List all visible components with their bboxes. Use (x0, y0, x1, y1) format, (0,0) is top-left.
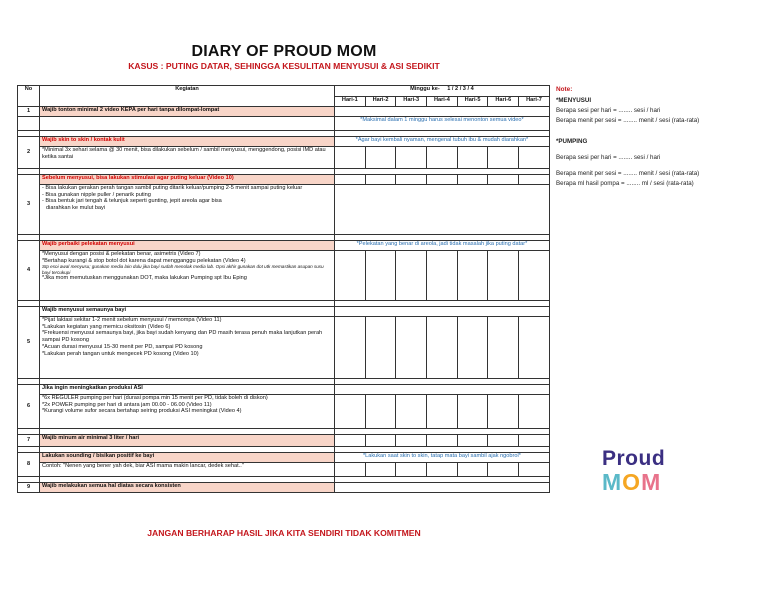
day-header: Hari-5 (457, 97, 488, 107)
day-cell[interactable] (335, 147, 366, 169)
pumping-title: *PUMPING (556, 138, 588, 145)
item-number: 1 (18, 107, 40, 117)
day-cell[interactable] (396, 317, 427, 379)
day-cell[interactable] (365, 463, 396, 477)
day-cell[interactable] (396, 463, 427, 477)
item-title: Sebelum menyusui, bisa lakukan stimulasi agar puting keluar (Video 10) (40, 175, 335, 185)
item-line: *Menyusui dengan posisi & pelekatan benar, asimetris (Video 7) (42, 251, 201, 257)
day-header: Hari-1 (335, 97, 366, 107)
day-cell[interactable] (488, 395, 519, 429)
day-header: Hari-6 (488, 97, 519, 107)
day-cell[interactable] (365, 175, 396, 185)
day-cell[interactable] (427, 147, 458, 169)
day-cell[interactable] (457, 435, 488, 447)
item-line: Stp esoi awal menyusu; gunakan media lain dulu jika bayi sudah menolak media lab. Opsi akhir gunakan dot utk memastikan asupan susu bayi tercukupi (42, 264, 324, 275)
day-cell[interactable] (365, 317, 396, 379)
item-line: - Bisa bentuk jari tengah & telunjuk seperti gunting, jepit areola agar bisa (42, 198, 222, 205)
day-cell[interactable] (427, 317, 458, 379)
item-number: 3 (18, 175, 40, 235)
item-line: diarahkan ke mulut bayi (46, 205, 106, 212)
item-line: *Pijat laktasi sekitar 1-2 menit sebelum menyusui / memompa (Video 11) (42, 317, 222, 323)
item-title: Lakukan sounding / bisikan positif ke bayi (40, 453, 335, 463)
note-row: Berapa sesi per hari = ........ sesi / hari (556, 154, 661, 161)
day-cell[interactable] (335, 395, 366, 429)
item-title: Wajib perbaiki pelekatan menyusui (40, 241, 335, 251)
item-body (40, 395, 335, 429)
item-number: 2 (18, 137, 40, 169)
item-note: *Maksimal dalam 1 minggu harus selesai menonton semua video* (335, 117, 550, 131)
day-cell[interactable] (519, 251, 550, 301)
day-header: Hari-4 (427, 97, 458, 107)
day-cell[interactable] (335, 175, 366, 185)
week-header (335, 86, 550, 97)
day-cell[interactable] (488, 147, 519, 169)
note-row: Berapa sesi per hari = ........ sesi / hari (556, 107, 661, 114)
menyusui-title: *MENYUSUI (556, 97, 592, 104)
day-cell[interactable] (365, 435, 396, 447)
item-line: *Frekuensi menyusui semaunya bayi, jika bayi sudah kenyang dan PD masih terasa penuh maka lanjutkan perah sampai PD kosong (42, 330, 323, 344)
item-line: *Lakukan perah tangan untuk mengecek PD kosong (Video 10) (42, 350, 199, 357)
day-cell[interactable] (396, 395, 427, 429)
day-cell[interactable] (519, 175, 550, 185)
day-cell[interactable] (335, 251, 366, 301)
day-cell[interactable] (427, 395, 458, 429)
day-cell[interactable] (335, 435, 366, 447)
footer-message: JANGAN BERHARAP HASIL JIKA KITA SENDIRI TIDAK KOMITMEN (147, 528, 421, 538)
day-header: Hari-7 (519, 97, 550, 107)
item-note: *Lakukan saat skin to skin, tatap mata bayi sambil ajak ngobrol* (335, 453, 550, 463)
day-header: Hari-2 (365, 97, 396, 107)
note-panel (556, 86, 766, 187)
note-row: Berapa menit per sesi = ........ menit / sesi (rata-rata) (556, 117, 700, 124)
day-cell[interactable] (457, 463, 488, 477)
item-line: - Bisa gunakan nipple puller / penarik puting (42, 191, 151, 198)
item-body (40, 317, 335, 379)
item-line: *Jika mom memutuskan menggunakan DOT, maka lakukan Pumping spt Ibu Eping (42, 275, 247, 282)
note-row: Berapa menit per sesi = ........ menit / sesi (rata-rata) (556, 170, 700, 177)
day-cell[interactable] (457, 317, 488, 379)
day-cell[interactable] (519, 463, 550, 477)
item-title: Wajib melakukan semua hal diatas secara konsisten (40, 483, 335, 493)
note-label: Note: (556, 86, 573, 93)
item-number: 4 (18, 241, 40, 301)
day-cell[interactable] (488, 175, 519, 185)
item-title: Jika ingin meningkatkan produksi ASI (40, 385, 335, 395)
day-cell[interactable] (427, 435, 458, 447)
day-cell[interactable] (335, 463, 366, 477)
week-options: 1 / 2 / 3 / 4 (447, 86, 474, 92)
day-cell[interactable] (396, 147, 427, 169)
day-cell[interactable] (488, 251, 519, 301)
item-number: 6 (18, 385, 40, 429)
item-line: *2x POWER pumping per hari di antara jam 00.00 - 06.00 (Video 11) (42, 401, 212, 408)
day-cell[interactable] (427, 463, 458, 477)
page-subtitle: KASUS : PUTING DATAR, SEHINGGA KESULITAN MENYUSUI & ASI SEDIKIT (128, 61, 440, 71)
day-cell[interactable] (488, 463, 519, 477)
item-line: *6x REGULER pumping per hari (durasi pompa min 15 menit per PD, tidak boleh di diskon) (42, 395, 268, 401)
item-number: 5 (18, 307, 40, 379)
item-note: *Agar bayi kembali nyaman, mengenal tubuh ibu & mudah diarahkan* (335, 137, 550, 147)
item-body (40, 185, 335, 235)
col-header-no: No (18, 86, 40, 107)
day-cell[interactable] (488, 435, 519, 447)
note-row: Berapa ml hasil pompa = ........ ml / sesi (rata-rata) (556, 180, 694, 187)
item-title: Wajib menyusui semaunya bayi (40, 307, 335, 317)
day-cell[interactable] (457, 175, 488, 185)
day-cell[interactable] (396, 435, 427, 447)
day-cell[interactable] (427, 251, 458, 301)
item-body (40, 251, 335, 301)
day-cell[interactable] (396, 251, 427, 301)
item-number: 7 (18, 435, 40, 447)
day-cell[interactable] (457, 147, 488, 169)
day-cell[interactable] (335, 317, 366, 379)
item-title: Wajib skin to skin / kontak kulit (40, 137, 335, 147)
day-cell[interactable] (519, 435, 550, 447)
day-cell[interactable] (519, 395, 550, 429)
diary-table (17, 85, 550, 493)
day-cell[interactable] (488, 317, 519, 379)
col-header-kegiatan: Kegiatan (40, 86, 335, 107)
day-header: Hari-3 (396, 97, 427, 107)
day-cell[interactable] (365, 395, 396, 429)
item-line: *Acuan durasi menyusui 15-30 menit per PD, sampai PD kosong (42, 343, 203, 350)
item-line: *Bertahap kurangi & stop botol dot karena dapat mengganggu pelekatan (Video 4) (42, 257, 246, 264)
item-line: *Kurangi volume sufor secara bertahap seiring produksi ASI meningkat (Video 4) (42, 408, 242, 415)
day-cell[interactable] (365, 147, 396, 169)
day-cell[interactable] (519, 147, 550, 169)
day-cell[interactable] (457, 395, 488, 429)
proud-mom-logo (602, 448, 682, 494)
item-line: Contoh: "Nenen yang bener yah dek, biar ASI mama makin lancar, dedek sehat.." (40, 463, 335, 477)
day-cell[interactable] (457, 251, 488, 301)
item-number: 8 (18, 453, 40, 477)
page-title: DIARY OF PROUD MOM (191, 43, 377, 60)
day-cell[interactable] (365, 251, 396, 301)
week-label: Minggu ke- (410, 86, 440, 92)
item-line: *Minimal 3x sehari selama @ 30 menit, bisa dilakukan sebelum / sambil menyusui, menggendong, posisi IMD atau ketika santai (40, 147, 335, 169)
item-note: *Pelekatan yang benar di areola, jadi tidak masalah jika puting datar* (335, 241, 550, 251)
logo-word-mom: MOM (602, 469, 662, 495)
logo-word-proud: Proud (602, 447, 666, 470)
day-cell[interactable] (427, 175, 458, 185)
item-title: Wajib minum air minimal 3 liter / hari (40, 435, 335, 447)
day-cell[interactable] (396, 175, 427, 185)
item-line: - Bisa lakukan gerakan perah tangan sambil puting ditarik keluar/pumping 2-5 menit sampai puting keluar (42, 185, 303, 191)
item-number: 9 (18, 483, 40, 493)
item-line: *Lakukan kegiatan yang memicu oksitosin (Video 6) (42, 323, 171, 330)
item-title: Wajib tonton minimal 2 video KEPA per hari tanpa dilompat-lompat (40, 107, 335, 117)
day-cell[interactable] (519, 317, 550, 379)
